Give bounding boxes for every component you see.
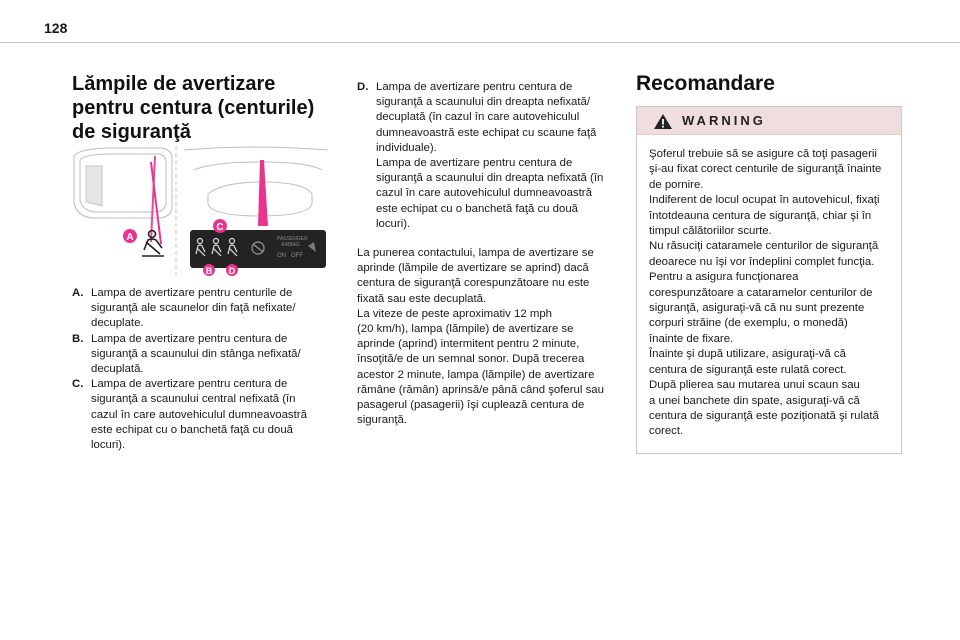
callout-d <box>226 264 238 276</box>
warning-label: WARNING <box>682 113 766 128</box>
middle-column <box>357 80 619 428</box>
lamp-definitions-list <box>72 286 340 453</box>
definition-letter: D. <box>357 81 369 93</box>
seatbelt-warning-illustration <box>72 146 332 276</box>
warning-box <box>636 106 902 454</box>
svg-text:AIRBAG: AIRBAG <box>281 242 300 248</box>
svg-text:PASSENGER: PASSENGER <box>277 236 308 242</box>
indicator-panel <box>190 230 326 268</box>
page-number: 128 <box>44 20 68 36</box>
warning-text: Şoferul trebuie să se asigure că toţi pasagerii şi-au fixat corect centurile de siguranţă înainte de pornire. Indiferent de locul ocupat în autovehicul, fixaţi întotdeauna centura de siguranţă, chiar şi în timpul călătoriilor scurte. Nu răsuciţi cataramele centurilor de siguranţă deoarece nu îşi vor îndeplini complet funcţia. Pentru a asigura funcţionarea corespunzătoare a cataramelor centurilor de siguranţă, asiguraţi-vă că nu sunt prezente corpuri străine (de exemplu, o monedă) înainte de fixare. Înainte şi după utilizare, asiguraţi-vă că centura de siguranţă este rulată corect. După plierea sau mutarea unui scaun sau a unei banchete din spate, asiguraţi-vă că centura de siguranţă este poziţionată şi rulată corect. <box>649 148 882 438</box>
definition-item-c <box>72 377 340 453</box>
definition-text: Lampa de avertizare pentru centura de siguranţă a scaunului din dreapta nefixată/ decuplată (în cazul în care autovehiculul dumneavoastră este echipat cu scaune faţă individuale). Lampa de avertizare pentru centura de siguranţă a scaunului din dreapta nefixată (în cazul în care autovehiculul dumneavoastră este echipat cu o banchetă faţă cu două locuri). <box>376 81 604 230</box>
svg-text:B: B <box>205 266 213 276</box>
definition-text: Lampa de avertizare pentru centura de siguranţă a scaunului central nefixată (în cazul în care autovehiculul dumneavoastră este echipat cu o banchetă faţă cu două locuri). <box>91 378 307 452</box>
pointer-c <box>258 160 268 226</box>
svg-text:ON: ON <box>277 253 286 259</box>
definition-letter: A. <box>72 287 84 299</box>
definition-item-a <box>72 286 340 332</box>
definition-item-d <box>357 80 619 232</box>
section-title-seatbelt-lamps: Lămpile de avertizare pentru centura (centurile) de siguranţă <box>72 73 315 143</box>
ignition-paragraph: La punerea contactului, lampa de avertizare se aprinde (lămpile de avertizare se aprind) dacă centura de siguranţă corespunzătoare nu este fixată sau este decuplată. La viteze de peste aproximativ 12 mph (20 km/h), lampa (lămpile) de avertizare se aprinde (aprind) intermitent pentru 2 minute, însoţită/e de un semnal sonor. După trecerea acestor 2 minute, lampa (lămpile) de avertizare rămâne (rămân) aprinsă/e până când şoferul sau pasagerul (pasagerii) îşi cuplează centura de siguranţă. <box>357 247 604 427</box>
callout-a <box>123 229 137 243</box>
definition-text: Lampa de avertizare pentru centura de siguranţă a scaunului din stânga nefixată/ decuplată. <box>91 332 301 376</box>
definition-letter: B. <box>72 332 84 345</box>
definition-letter: C. <box>72 378 84 391</box>
definition-text: Lampa de avertizare pentru centurile de siguranţă ale scaunelor din faţă nefixate/ decuplate. <box>91 287 296 330</box>
right-column <box>636 72 902 96</box>
warning-header <box>637 107 901 135</box>
left-column <box>72 72 342 144</box>
callout-b <box>203 264 215 276</box>
svg-text:C: C <box>216 222 224 233</box>
svg-text:A: A <box>126 232 134 243</box>
definition-item-b <box>72 332 340 378</box>
windshield-drawing <box>184 147 328 216</box>
svg-text:OFF: OFF <box>291 253 303 259</box>
header-divider <box>0 42 960 43</box>
warning-triangle-icon <box>653 113 673 130</box>
section-title-recommendation: Recomandare <box>636 72 775 95</box>
svg-text:D: D <box>228 266 236 276</box>
callout-c <box>213 219 227 233</box>
